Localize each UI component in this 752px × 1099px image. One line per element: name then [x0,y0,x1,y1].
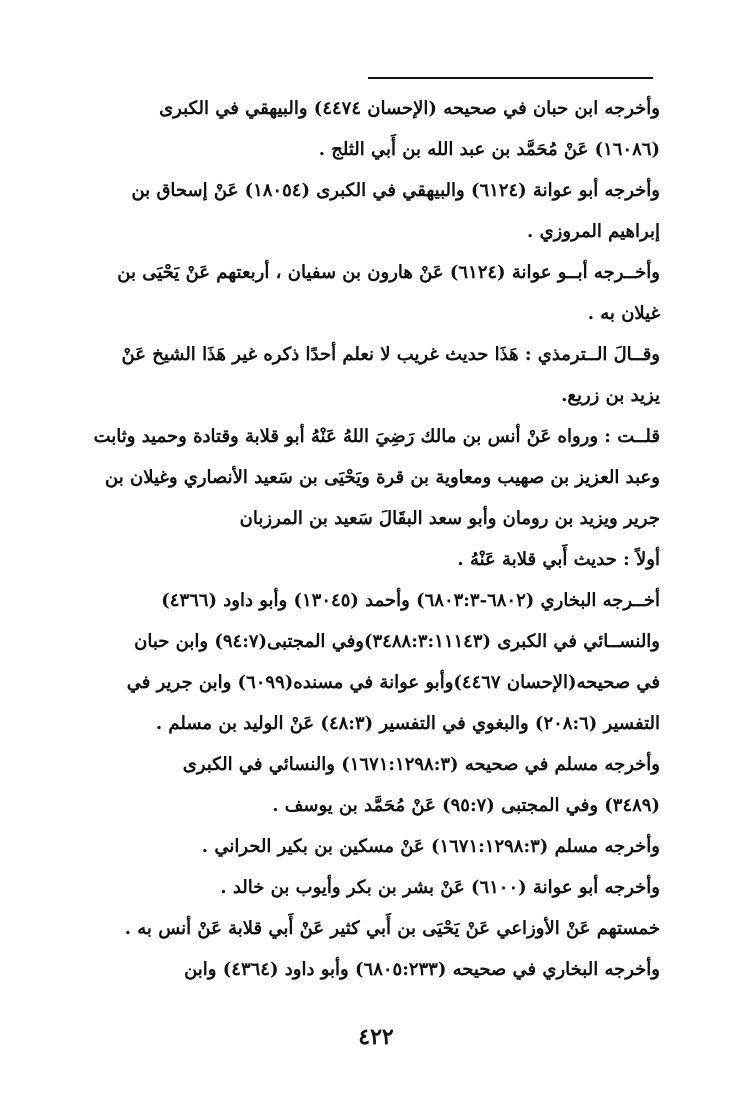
text-line: قلــت : ورواه عَنْ أنس بن مالك رَضِيَ اللهُ عَنْهُ أبو قلابة وقتادة وحميد وثابت [93,426,660,447]
text-line: وقــالَ الــترمذي : هَذَا حديث غريب لا نعلم أحدًا ذكره غير هَذَا الشيخ عَنْ [121,344,660,365]
text-line: وأخرجه البخاري في صحيحه (٦٨٠٥:٢٣٣) وأبو داود (٤٣٦٤) وابن [184,959,660,980]
footnote-separator-rule [368,77,653,79]
text-line: (١٦٠٨٦) عَنْ مُحَمَّد بن عبد الله بن أَبي الثلج . [318,139,660,160]
text-line: إبراهيم المروزي . [527,221,660,242]
text-line: في صحيحه(الإحسان ٤٤٦٧)وأبو عوانة في مسنده(٦٠٩٩) وابن جرير في [126,672,660,693]
text-line: غيلان به . [587,303,660,324]
text-line: أخــرجه البخاري (٦٨٠٢-٦٨٠٣:٣) وأحمد (١٣٠٤٥) وأبو داود (٤٣٦٦) [161,590,660,611]
text-line: وأخرجه مسلم في صحيحه (١٦٧١:١٢٩٨:٣) والنسائي في الكبرى [182,754,660,775]
main-text [78,88,660,990]
text-line: يزيد بن زريع. [561,385,660,406]
text-line: التفسير (٢٠٨:٦) والبغوي في التفسير (٤٨:٣) عَنْ الوليد بن مسلم . [155,713,660,734]
text-line: وأخرجه ابن حبان في صحيحه (الإحسان ٤٤٧٤) والبيهقي في الكبرى [159,98,660,119]
text-line: خمستهم عَنْ الأوزاعي عَنْ يَحْيَى بن أَبي كثير عَنْ أَبي قلابة عَنْ أنس به . [124,918,660,939]
text-line: وأخرجه أبو عوانة (٦١٢٤) والبيهقي في الكبرى (١٨٠٥٤) عَنْ إسحاق بن [131,180,660,201]
text-line: وعبد العزيز بن صهيب ومعاوية بن قرة ويَحْيَى بن سَعيد الأنصاري وغيلان بن [105,467,660,488]
text-line: وأخرجه أبو عوانة (٦١٠٠) عَنْ بشر بن بكر وأيوب بن خالد . [220,877,660,898]
text-line: والنســائي في الكبرى (٣٤٨٨:٣:١١١٤٣)وفي المجتبى(٩٤:٧) وابن حبان [134,631,660,652]
text-line: وأخــرجه أبــو عوانة (٦١٢٤) عَنْ هارون بن سفيان ، أربعتهم عَنْ يَحْيَى بن [117,262,660,283]
text-line: وأخرجه مسلم (١٦٧١:١٢٩٨:٣) عَنْ مسكين بن بكير الحراني . [201,836,660,857]
text-line: (٣٤٨٩) وفي المجتبى (٩٥:٧) عَنْ مُحَمَّد بن يوسف . [272,795,660,816]
page-number: ٤٢٢ [358,1024,394,1050]
text-line: أولاً : حديث أَبي قلابة عَنْهُ . [457,549,660,570]
text-line: جرير ويزيد بن رومان وأبو سعد البقَالَ سَعيد بن المرزبان [239,508,660,529]
